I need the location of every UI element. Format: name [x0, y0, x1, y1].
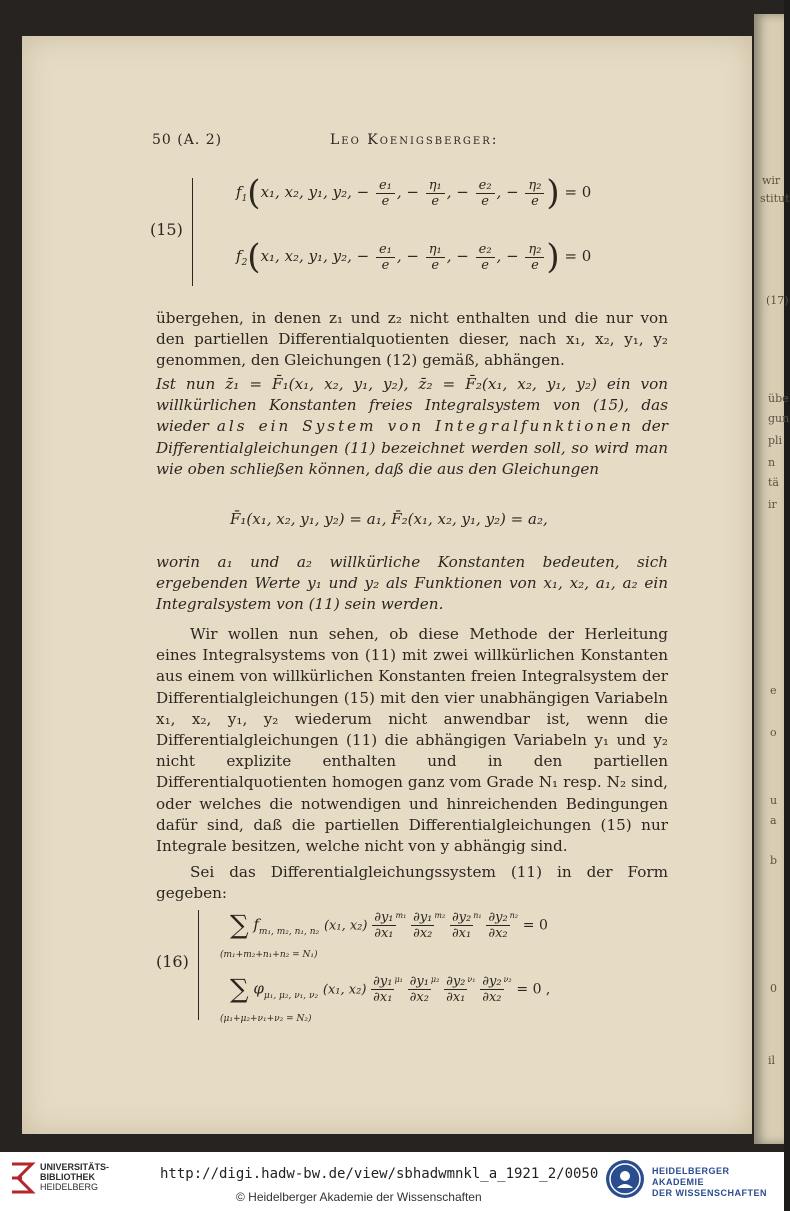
paragraph-2-part-a: Ist nun z̄₁ = F̄₁(x₁, x₂, y₁, y₂), z̄₂ = F̄₂(x₁, x₂, y₁, y₂) ein von willkürlichen Konstanten freies Integralsystem von (15), das wieder [156, 375, 668, 436]
partial-derivative: $\frac{\text{∂y₁}}{\text{∂x₂}}$ [409, 974, 429, 1005]
func-subscript: 1 [241, 194, 248, 204]
func-subscript: 2 [241, 258, 248, 268]
equation-number-15: (15) [150, 220, 183, 239]
partial-derivative: $\frac{\text{∂y₁}}{\text{∂x₁}}$ [373, 974, 393, 1005]
fraction: $\frac{\text{η₁}}{e}$ [426, 242, 445, 273]
edge-text: (17) [766, 294, 789, 307]
academy-name: HEIDELBERGER AKADEMIE DER WISSENSCHAFTEN [652, 1166, 768, 1198]
edge-text: u [770, 794, 778, 807]
edge-text: gun [768, 412, 790, 425]
fraction: $\frac{\text{e₁}}{e}$ [376, 242, 395, 273]
exponent: n₁ [473, 910, 482, 920]
edge-text: a [770, 814, 777, 827]
arg-list: x₁, x₂, y₁, y₂, − [260, 247, 370, 265]
viewer-footer [0, 1152, 784, 1211]
sum-condition: (μ₁+μ₂+ν₁+ν₂ = N₂) [220, 1014, 312, 1024]
paragraph-4: Wir wollen nun sehen, ob diese Methode der Herleitung eines Integralsystems von (11) mit zwei willkürlichen Konstanten aus einem von willkürlichen Konstanten freien Integralsystem der Differentialgleichungen (15) mit den vier unabhängigen Variabeln x₁, x₂, y₁, y₂ wiederum nicht anwendbar ist, wenn die Differentialgleichungen (11) die abhängigen Variabeln y₁ und y₂ nicht explizite enthalten und in den partiellen Differentialquotienten homogen ganz vom Grade N₁ resp. N₂ sind, oder welches die notwendigen und hinreichenden Bedingungen dafür sind, daß die partiellen Differentialgleichungen (15) nur Integrale besitzen, welche nicht von y abhängig sind. [156, 625, 668, 856]
exponent: m₂ [434, 910, 446, 920]
coef-symbol: f [253, 915, 259, 934]
sum-symbol: ∑ [230, 910, 249, 941]
equation-rhs: = 0 [522, 917, 548, 934]
fraction: $\frac{\text{e₁}}{e}$ [376, 178, 395, 209]
next-page-edge [754, 14, 790, 1144]
partial-derivative: $\frac{\text{∂y₂}}{\text{∂x₂}}$ [488, 910, 508, 941]
func-symbol: f [236, 183, 242, 201]
edge-text: e [770, 684, 777, 697]
exponent: n₂ [509, 910, 519, 920]
edge-text: 0 [770, 982, 777, 995]
coef-symbol: φ [253, 979, 264, 998]
sum-symbol: ∑ [230, 974, 249, 1005]
partial-derivative: $\frac{\text{∂y₂}}{\text{∂x₁}}$ [446, 974, 466, 1005]
exponent: μ₂ [430, 974, 440, 984]
equation-brace [198, 910, 199, 1020]
edge-text: il [768, 1054, 776, 1067]
book-page [22, 36, 752, 1134]
fraction: $\frac{\text{η₂}}{e}$ [525, 178, 544, 209]
arg-list: (x₁, x₂) [322, 982, 367, 998]
centered-equation: F̄₁(x₁, x₂, y₁, y₂) = a₁, F̄₂(x₁, x₂, y₁, y₂) = a₂, [230, 510, 548, 528]
equation-16-line-2 [230, 974, 550, 1005]
equation-16-line-1 [230, 910, 548, 941]
equation-rhs: = 0 [564, 247, 592, 265]
equation-number-16: (16) [156, 952, 189, 971]
paragraph-2 [156, 374, 668, 480]
equation-rhs: = 0 , [516, 981, 551, 998]
edge-text: b [770, 854, 778, 867]
exponent: ν₂ [503, 974, 512, 984]
edge-text: tä [768, 476, 779, 489]
edge-text: n [768, 456, 776, 469]
edge-text: wir [762, 174, 781, 187]
func-symbol: f [236, 247, 242, 265]
page-content [22, 36, 752, 1134]
paragraph-2-part-b: der Differentialgleichungen (11) bezeichnet werden soll, so wird man wie oben schließen können, daß die aus den Gleichungen [156, 417, 668, 478]
sum-condition: (m₁+m₂+n₁+n₂ = N₁) [220, 950, 318, 960]
exponent: m₁ [395, 910, 407, 920]
partial-derivative: $\frac{\text{∂y₂}}{\text{∂x₁}}$ [451, 910, 472, 941]
page-number: 50 (A. 2) [152, 132, 223, 148]
copyright-notice: © Heidelberger Akademie der Wissenschaften [236, 1190, 482, 1204]
fraction: $\frac{\text{e₂}}{e}$ [476, 242, 495, 273]
arg-list: x₁, x₂, y₁, y₂, − [260, 183, 370, 201]
document-url-link[interactable]: http://digi.hadw-bw.de/view/sbhadwmnkl_a_1921_2/0050 [160, 1166, 599, 1182]
equation-rhs: = 0 [564, 183, 592, 201]
edge-text: ir [768, 498, 777, 511]
partial-derivative: $\frac{\text{∂y₂}}{\text{∂x₂}}$ [482, 974, 502, 1005]
arg-list: (x₁, x₂) [323, 918, 368, 934]
university-library-logo-icon [8, 1160, 36, 1200]
paragraph-1: übergehen, in denen z₁ und z₂ nicht enthalten und die nur von den partiellen Differentialquotienten dieser, nach x₁, x₂, y₁, y₂ genommen, den Gleichungen (12) gemäß, abhängen. [156, 309, 668, 370]
equation-brace [192, 178, 193, 286]
exponent: ν₁ [467, 974, 476, 984]
partial-derivative: $\frac{\text{∂y₁}}{\text{∂x₁}}$ [374, 910, 394, 941]
edge-text: stitut [760, 192, 790, 205]
paragraph-5: Sei das Differentialgleichungssystem (11) in der Form gegeben: [156, 863, 668, 903]
university-library-name: UNIVERSITÄTS- BIBLIOTHEK HEIDELBERG [40, 1162, 110, 1192]
partial-derivative: $\frac{\text{∂y₁}}{\text{∂x₂}}$ [413, 910, 433, 941]
fraction: $\frac{\text{η₂}}{e}$ [525, 242, 544, 273]
edge-text: o [770, 726, 777, 739]
equation-15-line-1: $f_1(x_1$, x₂, y₁, y₂, − $\frac{\text{e₁}}{e}$ , − $\frac{\text{η₁}}{e}$ , − $\frac{\text{e₂}}{e}$ , − $\frac{\text{η₂}}{e}$ ) = 0 [236, 173, 592, 213]
edge-text: pli [768, 434, 783, 447]
coef-subscript: μ₁, μ₂, ν₁, ν₂ [263, 990, 319, 1001]
coef-subscript: m₁, m₂, n₁, n₂ [258, 926, 320, 937]
academy-seal-icon [606, 1160, 644, 1198]
equation-15-line-2: $f_2(x_1$, x₂, y₁, y₂, − $\frac{\text{e₁}}{e}$ , − $\frac{\text{η₁}}{e}$ , − $\frac{\text{e₂}}{e}$ , − $\frac{\text{η₂}}{e}$ ) = 0 [236, 237, 592, 277]
fraction: $\frac{\text{η₁}}{e}$ [426, 178, 445, 209]
edge-text: übe [768, 392, 789, 405]
paragraph-2-spaced: als ein System von Integralfunktionen [216, 417, 634, 436]
paragraph-3: worin a₁ und a₂ willkürliche Konstanten bedeuten, sich ergebenden Werte y₁ und y₂ als Funktionen von x₁, x₂, a₁, a₂ ein Integralsystem von (11) sein werden. [156, 553, 668, 614]
author-name: Leo Koenigsberger: [330, 132, 499, 148]
exponent: μ₁ [394, 974, 403, 984]
fraction: $\frac{\text{e₂}}{e}$ [476, 178, 495, 209]
